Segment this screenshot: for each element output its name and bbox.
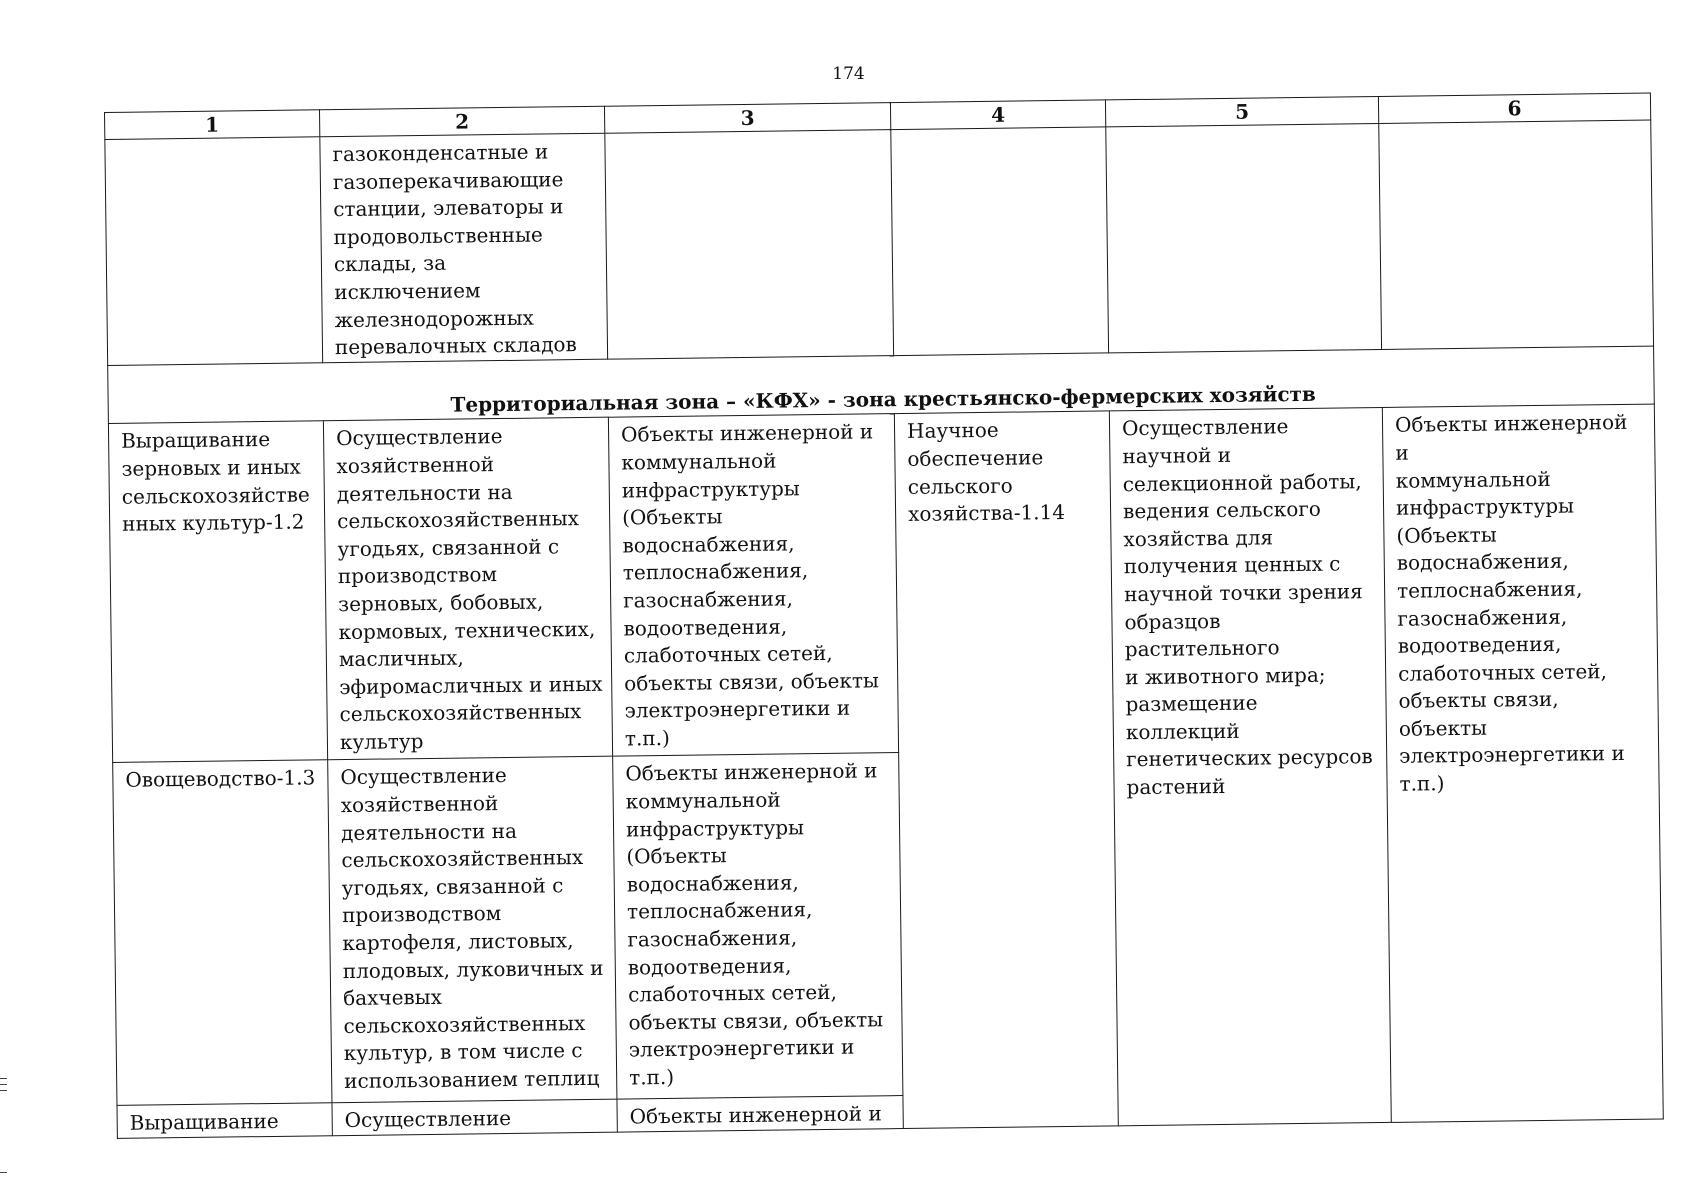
table-row: [108, 404, 1658, 762]
table-cell: [613, 753, 903, 1100]
cell-text: Объекты инженерной и коммунальной инфраструктуры (Объекты водоснабжения, теплоснабжения, газоснабжения, водоотведения, слаботочных сетей, объекты связи, объекты электроэнергетики и т.п.): [620, 419, 879, 751]
cell-text: Объекты инженерной и коммунальной инфраструктуры (Объекты водоснабжения, теплоснабжения, газоснабжения, водоотведения, слаботочных сетей, объекты связи, объекты электроэнергетики и т.п.): [625, 758, 884, 1090]
document-sheet: [104, 93, 1663, 1139]
table-cell: [894, 411, 1118, 1128]
column-number: 3: [604, 103, 890, 134]
column-number: 2: [319, 106, 604, 137]
table-cell: [108, 421, 327, 763]
cell-text: Осуществление хозяйственной деятельности на сельскохозяйственных угодьях, связанной с производством зерновых, бобовых, кормовых, технических, масличных, эфиромасличных и иных сельскохозяйственных культур: [335, 424, 603, 754]
table-cell: [323, 418, 612, 761]
table-cell: [608, 414, 898, 757]
column-number: 6: [1378, 93, 1650, 123]
table-cell: [891, 127, 1109, 355]
scan-margin-mark: [0, 1172, 7, 1173]
column-number: 4: [890, 100, 1105, 130]
cell-text: газоконденсатные и газоперекачивающие станции, элеваторы и продовольственные склады, за исключением железнодорожных перевалочных складов: [332, 139, 577, 360]
cell-text: Осуществление научной и селекционной работы, ведения сельского хозяйства для получения ценных с научной точки зрения образцов растительного и животного мира; размещение коллекций генетических ресурсов растений: [1121, 414, 1373, 800]
table-cell: [617, 1096, 903, 1132]
zoning-table: [104, 93, 1664, 1139]
cell-text: Научное обеспечение сельского хозяйства-1.14: [906, 418, 1066, 527]
column-number: 5: [1105, 96, 1378, 126]
cell-text: Выращивание: [129, 1109, 279, 1136]
table-cell: [332, 1099, 617, 1135]
continued-row: [105, 120, 1654, 365]
table-cell: [605, 130, 894, 359]
cell-text: Осуществление: [344, 1106, 512, 1133]
table-cell: [117, 1103, 332, 1138]
table-cell: [1382, 404, 1663, 1122]
cell-text: Объекты инженерной и: [629, 1101, 882, 1129]
table-cell: [328, 757, 617, 1104]
zone-title: Территориальная зона – «КФХ» - зона крестьянско-фермерских хозяйств: [108, 346, 1655, 424]
cell-text: Осуществление хозяйственной деятельности на сельскохозяйственных угодьях, связанной с производством картофеля, листовых, плодовых, луковичных и бахчевых сельскохозяйственных культур, в том числе с использованием теплиц: [340, 763, 604, 1093]
table-cell: [1379, 120, 1654, 349]
table-cell: [113, 760, 332, 1106]
column-number: 1: [105, 110, 320, 140]
table-cell: [320, 133, 608, 362]
page-number: 174: [832, 64, 865, 84]
table-cell: [1106, 123, 1382, 352]
cell-text: Овощеводство-1.3: [125, 765, 316, 793]
cell-text: Выращивание зерновых и иных сельскохозяйстве нных культур-1.2: [120, 427, 310, 536]
scan-margin-mark: [0, 1090, 7, 1091]
table-cell: [105, 137, 323, 365]
cell-text: Объекты инженерной и коммунальной инфраструктуры (Объекты водоснабжения, теплоснабжения, газоснабжения, водоотведения, слаботочных сетей, объекты связи, объекты электроэнергетики и т.п.): [1394, 410, 1628, 796]
scan-margin-mark: [0, 1084, 7, 1085]
scan-margin-mark: [0, 1078, 7, 1079]
table-cell: [1109, 408, 1391, 1126]
